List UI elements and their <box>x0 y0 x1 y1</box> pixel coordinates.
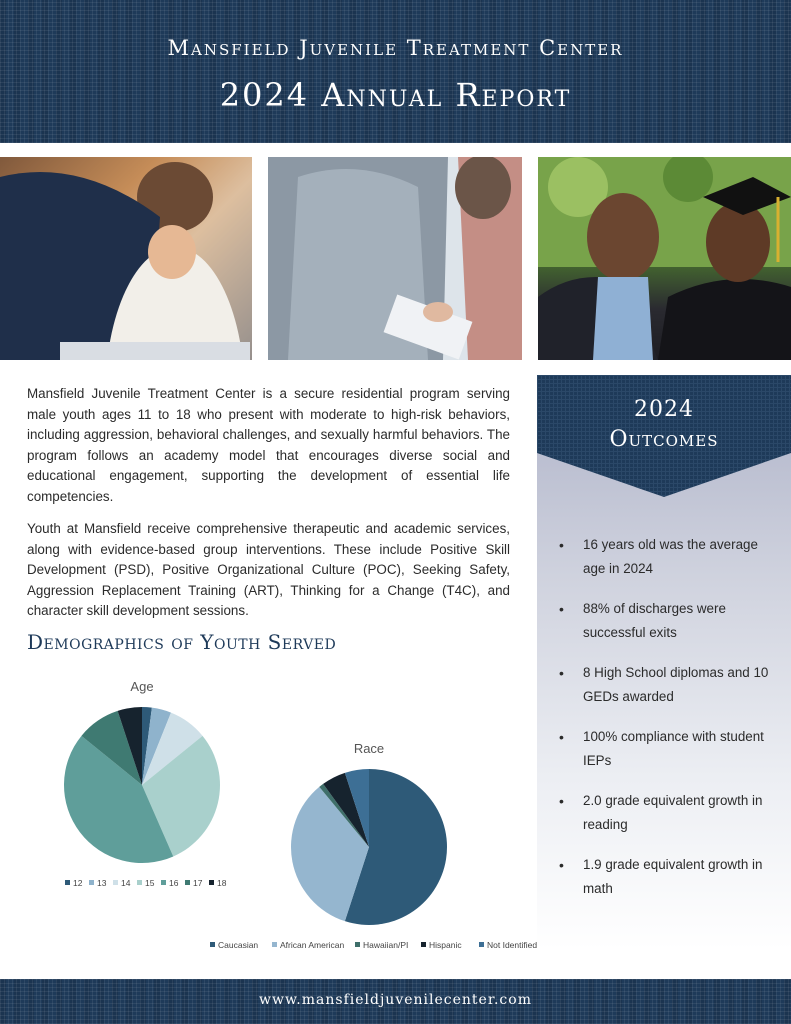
legend-swatch <box>210 942 215 947</box>
outcome-item: • 8 High School diplomas and 10 GEDs awarded <box>559 661 781 725</box>
outcome-item: • 1.9 grade equivalent growth in math <box>559 853 781 917</box>
outcomes-title-year: 2024 <box>634 397 694 422</box>
legend-swatch <box>479 942 484 947</box>
legend-label: Hispanic <box>429 940 462 950</box>
legend-label: 13 <box>97 878 107 888</box>
outcome-item: • 2.0 grade equivalent growth in reading <box>559 789 781 853</box>
legend-swatch <box>161 880 166 885</box>
outcome-item: • 16 years old was the average age in 2024 <box>559 533 781 597</box>
photo-mentor-with-child <box>0 157 252 360</box>
footer-banner <box>0 979 791 1024</box>
header-banner <box>0 0 791 143</box>
intro-text <box>27 384 510 634</box>
legend-label: African American <box>280 940 345 950</box>
legend-swatch <box>113 880 118 885</box>
legend-label: 16 <box>169 878 179 888</box>
report-title: 2024 Annual Report <box>219 76 572 114</box>
legend-label: Caucasian <box>218 940 259 950</box>
race-chart-title: Race <box>353 741 385 756</box>
outcomes-panel <box>537 375 791 950</box>
photo-graduation <box>538 157 791 360</box>
outcomes-title <box>537 395 791 455</box>
photo-counseling-session <box>268 157 522 360</box>
legend-label: 12 <box>73 878 83 888</box>
legend-swatch <box>355 942 360 947</box>
legend-label: Hawaiian/PI <box>363 940 409 950</box>
legend-swatch <box>272 942 277 947</box>
legend-label: 15 <box>145 878 155 888</box>
intro-paragraph-1: Mansfield Juvenile Treatment Center is a secure residential program serving male youth ages 11 to 18 who present with moderate to high-risk behaviors, including aggression, behavioral challenges, and sexually harmful behaviors. The program follows an academy model that encourages diverse social and educational engagement, supporting the development of essential life competencies. <box>27 386 510 504</box>
website-link[interactable]: www.mansfieldjuvenilecenter.com <box>259 992 532 1008</box>
outcomes-title-word: Outcomes <box>609 427 719 452</box>
race-pie-chart <box>200 736 540 956</box>
legend-label: 18 <box>217 878 227 888</box>
legend-swatch <box>185 880 190 885</box>
demographics-heading: Demographics of Youth Served <box>27 630 337 654</box>
legend-label: Not Identified <box>487 940 538 950</box>
legend-label: 14 <box>121 878 131 888</box>
organization-name: Mansfield Juvenile Treatment Center <box>167 36 624 60</box>
intro-paragraph-2: Youth at Mansfield receive comprehensive therapeutic and academic services, along with evidence-based group interventions. These include Positive Skill Development (PSD), Positive Organizational Culture (POC), Seeking Safety, Aggression Replacement Training (ART), Thinking for a Change (T4C), and character skill development sessions. <box>27 521 510 618</box>
outcomes-header <box>537 375 791 497</box>
age-chart-title: Age <box>130 679 154 694</box>
outcome-item: • 88% of discharges were successful exits <box>559 597 781 661</box>
legend-label: 17 <box>193 878 203 888</box>
outcomes-list <box>559 533 781 917</box>
outcome-item: • 100% compliance with student IEPs <box>559 725 781 789</box>
legend-swatch <box>421 942 426 947</box>
legend-swatch <box>89 880 94 885</box>
legend-swatch <box>137 880 142 885</box>
legend-swatch <box>65 880 70 885</box>
